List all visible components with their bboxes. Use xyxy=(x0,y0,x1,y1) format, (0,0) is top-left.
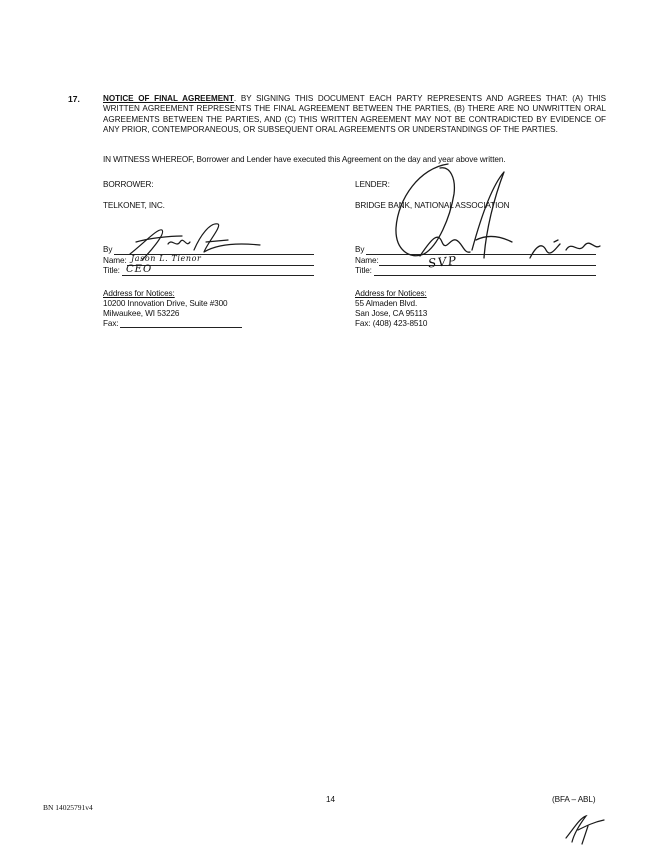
section-number: 17. xyxy=(68,94,80,104)
lender-role-label: LENDER: xyxy=(355,180,390,189)
borrower-fax-label: Fax: xyxy=(103,319,119,328)
lender-title-label: Title: xyxy=(355,266,372,275)
page-number: 14 xyxy=(326,795,335,804)
section-body: . BY SIGNING THIS DOCUMENT EACH PARTY REPRESENTS AND AGREES THAT: (A) THIS WRITTEN AGREEMENT REPRESENTS THE FINAL AGREEMENT BETWEEN THE PARTIES, (B) THERE ARE NO UNWRITTEN ORAL AGREEMENTS BETWEEN THE PARTIES, AND (C) THIS WRITTEN AGREEMENT MAY NOT BE CONTRADICTED BY EVIDENCE OF ANY PRIOR, CONTEMPORANEOUS, OR SUBSEQUENT ORAL AGREEMENTS OR UNDERSTANDINGS OF THE PARTIES. xyxy=(103,94,607,134)
borrower-entity-name: TELKONET, INC. xyxy=(103,201,165,210)
lender-signature xyxy=(380,158,610,276)
borrower-fax-line xyxy=(120,327,242,328)
borrower-title-label: Title: xyxy=(103,266,120,275)
lender-by-label: By xyxy=(355,245,365,254)
lender-address-line2: San Jose, CA 95113 xyxy=(355,309,428,318)
lender-name-label: Name: xyxy=(355,256,379,265)
lender-address-heading: Address for Notices: xyxy=(355,289,427,298)
section-heading: NOTICE OF FINAL AGREEMENT xyxy=(103,94,234,103)
lender-entity-name: BRIDGE BANK, NATIONAL ASSOCIATION xyxy=(355,201,510,210)
borrower-address-line2: Milwaukee, WI 53226 xyxy=(103,309,180,318)
borrower-name-label: Name: xyxy=(103,256,127,265)
lender-address-line1: 55 Almaden Blvd. xyxy=(355,299,418,308)
borrower-name-handwritten: Jason L. Tienor xyxy=(131,254,202,263)
document-id: BN 14025791v4 xyxy=(43,803,93,812)
initials-mark xyxy=(560,808,610,848)
borrower-role-label: BORROWER: xyxy=(103,180,154,189)
borrower-address-heading: Address for Notices: xyxy=(103,289,175,298)
borrower-address-line1: 10200 Innovation Drive, Suite #300 xyxy=(103,299,228,308)
lender-fax: Fax: (408) 423-8510 xyxy=(355,319,428,328)
borrower-title-handwritten: CEO xyxy=(126,264,153,275)
section-paragraph xyxy=(103,94,606,135)
lender-name-handwritten: SVP xyxy=(427,253,459,271)
form-code: (BFA – ABL) xyxy=(552,795,596,804)
borrower-by-label: By xyxy=(103,245,113,254)
witness-clause: IN WITNESS WHEREOF, Borrower and Lender have executed this Agreement on the day and year above written. xyxy=(103,155,506,164)
